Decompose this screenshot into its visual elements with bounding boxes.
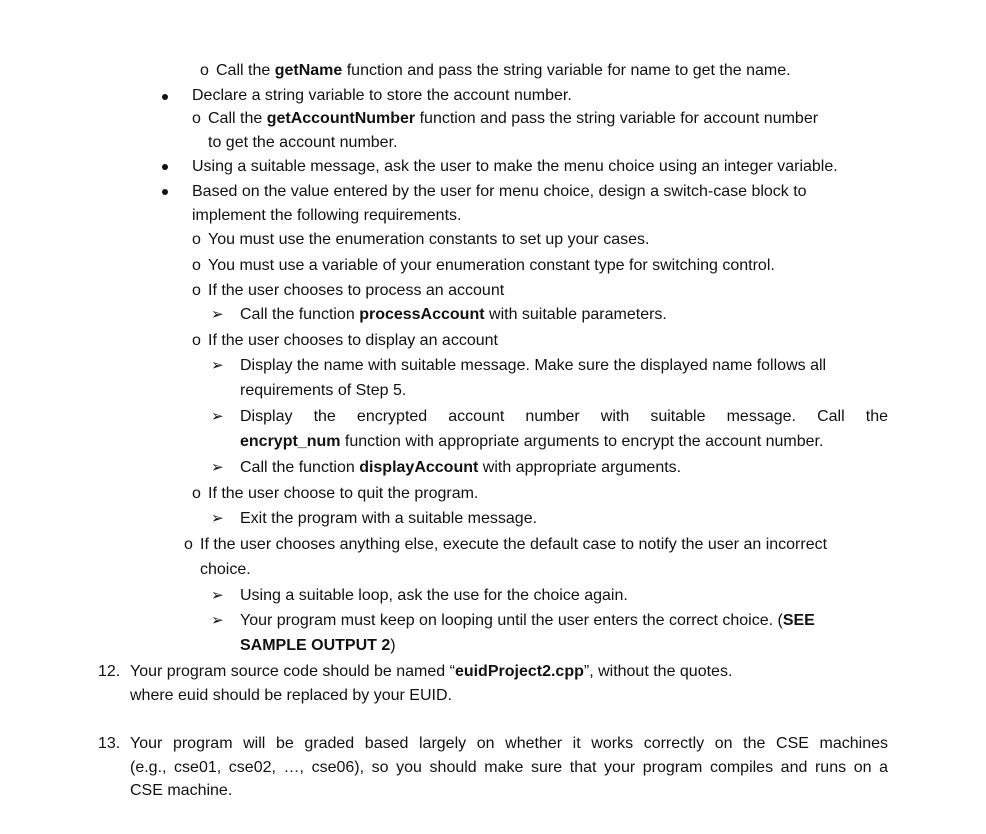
line-encrypted: Display the encrypted account number with suitable message. Call the xyxy=(240,408,888,425)
line-keep-looping-cont: SAMPLE OUTPUT 2) xyxy=(240,637,396,654)
line-display-case: o If the user chooses to display an account xyxy=(192,332,498,349)
circle-bullet-icon: o xyxy=(200,62,209,79)
line-display-name-cont: requirements of Step 5. xyxy=(240,382,407,399)
bullet-icon xyxy=(162,189,168,195)
line-default-case-cont: choice. xyxy=(200,561,251,578)
circle-bullet-icon: o xyxy=(192,110,201,127)
line-encrypted-cont: encrypt_num function with appropriate arguments to encrypt the account number. xyxy=(240,433,824,450)
line-loop: Using a suitable loop, ask the use for the choice again. xyxy=(240,587,628,604)
line-declare: Declare a string variable to store the account number. xyxy=(192,87,572,104)
line-quit-case: o If the user choose to quit the program. xyxy=(192,485,479,502)
arrow-bullet-icon: ➢ xyxy=(211,459,224,476)
line-enum-variable: o You must use a variable of your enumeration constant type for switching control. xyxy=(192,257,775,274)
item-12-text: Your program source code should be named “euidProject2.cpp”, without the quotes. xyxy=(130,663,733,680)
line-display-account: Call the function displayAccount with appropriate arguments. xyxy=(240,459,682,476)
item-13-number: 13. xyxy=(98,735,121,752)
line-exit: Exit the program with a suitable message. xyxy=(240,510,538,527)
line-getname: o Call the getName function and pass the string variable for name to get the name. xyxy=(200,62,791,79)
item-12-text-cont: where euid should be replaced by your EUID. xyxy=(130,687,452,704)
bullet-icon xyxy=(162,94,168,100)
item-13-line-2: (e.g., cse01, cse02, …, cse06), so you should make sure that your program compiles and runs on a xyxy=(130,759,888,776)
line-switch-cont: implement the following requirements. xyxy=(192,207,462,224)
line-process-case: o If the user chooses to process an account xyxy=(192,282,505,299)
arrow-bullet-icon: ➢ xyxy=(211,357,224,374)
item-12-number: 12. xyxy=(98,663,121,680)
circle-bullet-icon: o xyxy=(192,257,201,274)
line-getaccount-cont: to get the account number. xyxy=(208,134,398,151)
bullet-icon xyxy=(162,164,168,170)
item-13-line-3: CSE machine. xyxy=(130,782,233,799)
arrow-bullet-icon: ➢ xyxy=(211,408,224,425)
circle-bullet-icon: o xyxy=(192,231,201,248)
arrow-bullet-icon: ➢ xyxy=(211,587,224,604)
line-switch: Based on the value entered by the user for menu choice, design a switch-case block to xyxy=(192,183,807,200)
line-getaccount: o Call the getAccountNumber function and pass the string variable for account number xyxy=(192,110,819,127)
circle-bullet-icon: o xyxy=(192,332,201,349)
circle-bullet-icon: o xyxy=(192,282,201,299)
line-keep-looping: Your program must keep on looping until the user enters the correct choice. (SEE xyxy=(240,612,815,629)
circle-bullet-icon: o xyxy=(192,485,201,502)
line-process-account: Call the function processAccount with suitable parameters. xyxy=(240,306,667,323)
arrow-bullet-icon: ➢ xyxy=(211,306,224,323)
line-enum-constants: o You must use the enumeration constants to set up your cases. xyxy=(192,231,650,248)
item-13-line-1: Your program will be graded based largely on whether it works correctly on the CSE machines xyxy=(130,735,888,752)
arrow-bullet-icon: ➢ xyxy=(211,510,224,527)
line-display-name: Display the name with suitable message. Make sure the displayed name follows all xyxy=(240,357,827,374)
line-default-case: o If the user chooses anything else, execute the default case to notify the user an incorrect xyxy=(184,536,828,553)
line-menu-choice: Using a suitable message, ask the user to make the menu choice using an integer variable. xyxy=(192,158,838,175)
arrow-bullet-icon: ➢ xyxy=(211,612,224,629)
circle-bullet-icon: o xyxy=(184,536,193,553)
